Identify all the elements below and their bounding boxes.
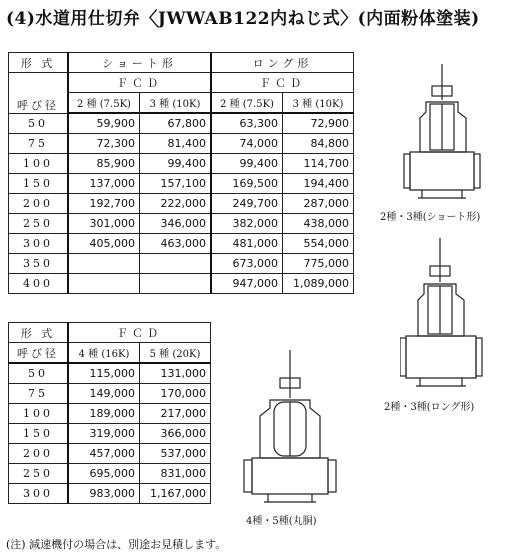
diameter-cell: 250 [9,464,69,484]
diameter-cell: 150 [9,424,69,444]
price-cell: 115,000 [68,363,140,384]
price-table-round [8,322,211,504]
material-header: ＦＣＤ [68,73,211,93]
table-row [9,363,211,384]
caption-short: 2種・3種(ショート形) [380,212,481,223]
price-cell: 366,000 [140,424,211,444]
price-cell: 947,000 [211,274,283,294]
price-cell: 131,000 [140,363,211,384]
footnote: (注) 減速機付の場合は、別途お見積します。 [6,538,227,551]
table-row [9,444,211,464]
price-cell: 438,000 [283,214,354,234]
caption-long: 2種・3種(ロング形) [384,402,475,413]
table-row [9,404,211,424]
price-cell [68,274,140,294]
price-cell: 169,500 [211,174,283,194]
price-cell: 84,800 [283,134,354,154]
col-header: 2 種 (7.5K) [68,93,140,114]
price-cell: 405,000 [68,234,140,254]
price-cell: 67,800 [140,113,212,134]
diameter-cell: 100 [9,154,69,174]
price-cell: 99,400 [140,154,212,174]
price-cell: 189,000 [68,404,140,424]
price-cell [140,274,212,294]
price-cell: 157,100 [140,174,212,194]
col-header: 4 種 (16K) [68,343,140,364]
table-row [9,134,354,154]
price-cell: 1,167,000 [140,484,211,504]
gate-valve-long-drawing [400,236,490,392]
diameter-label: 呼び径 [9,343,69,364]
price-cell: 217,000 [140,404,211,424]
diameter-label: 呼び径 [9,73,69,114]
price-cell: 249,700 [211,194,283,214]
diameter-cell: 300 [9,484,69,504]
price-cell: 983,000 [68,484,140,504]
price-cell: 537,000 [140,444,211,464]
diameter-cell: 50 [9,363,69,384]
gate-valve-short-drawing [400,62,490,202]
long-type-header: ロング形 [211,53,354,73]
price-cell: 81,400 [140,134,212,154]
price-cell: 72,900 [283,113,354,134]
price-cell: 72,300 [68,134,140,154]
price-cell: 149,000 [68,384,140,404]
table-row [9,464,211,484]
short-type-header: ショート形 [68,53,211,73]
table-row [9,194,354,214]
table-row [9,214,354,234]
price-cell [140,254,212,274]
col-header: 3 種 (10K) [283,93,354,114]
price-cell: 59,900 [68,113,140,134]
price-cell: 170,000 [140,384,211,404]
price-cell: 831,000 [140,464,211,484]
form-label: 形 式 [9,323,69,343]
price-cell: 463,000 [140,234,212,254]
page-title: (4)水道用仕切弁〈JWWAB122内ねじ式〉(内面粉体塗装) [6,9,480,29]
price-cell: 554,000 [283,234,354,254]
price-cell: 319,000 [68,424,140,444]
price-cell: 346,000 [140,214,212,234]
diameter-cell: 200 [9,444,69,464]
price-cell: 74,000 [211,134,283,154]
diameter-cell: 200 [9,194,69,214]
diameter-cell: 75 [9,134,69,154]
price-table-short-long [8,52,354,294]
price-cell: 287,000 [283,194,354,214]
table-row [9,234,354,254]
diameter-cell: 100 [9,404,69,424]
price-cell: 194,400 [283,174,354,194]
col-header: 2 種 (7.5K) [211,93,283,114]
price-cell: 99,400 [211,154,283,174]
col-header: 5 種 (20K) [140,343,211,364]
price-cell: 114,700 [283,154,354,174]
material-header: ＦＣＤ [68,323,211,343]
diameter-cell: 250 [9,214,69,234]
price-cell: 137,000 [68,174,140,194]
price-cell: 85,900 [68,154,140,174]
caption-round: 4種・5種(丸胴) [246,516,317,527]
diameter-cell: 350 [9,254,69,274]
table-row [9,424,211,444]
table-row [9,154,354,174]
price-cell [68,254,140,274]
table-row [9,384,211,404]
diameter-cell: 50 [9,113,69,134]
diameter-cell: 300 [9,234,69,254]
price-cell: 673,000 [211,254,283,274]
price-cell: 192,700 [68,194,140,214]
diameter-cell: 75 [9,384,69,404]
price-cell: 63,300 [211,113,283,134]
price-cell: 775,000 [283,254,354,274]
price-cell: 481,000 [211,234,283,254]
price-cell: 301,000 [68,214,140,234]
diameter-cell: 400 [9,274,69,294]
price-cell: 222,000 [140,194,212,214]
table-row [9,113,354,134]
material-header: ＦＣＤ [211,73,354,93]
table-row [9,484,211,504]
table-row [9,274,354,294]
form-label: 形 式 [9,53,69,73]
price-cell: 695,000 [68,464,140,484]
price-cell: 382,000 [211,214,283,234]
gate-valve-round-drawing [240,348,340,508]
col-header: 3 種 (10K) [140,93,212,114]
price-cell: 1,089,000 [283,274,354,294]
price-cell: 457,000 [68,444,140,464]
table-row [9,254,354,274]
table-row [9,174,354,194]
diameter-cell: 150 [9,174,69,194]
